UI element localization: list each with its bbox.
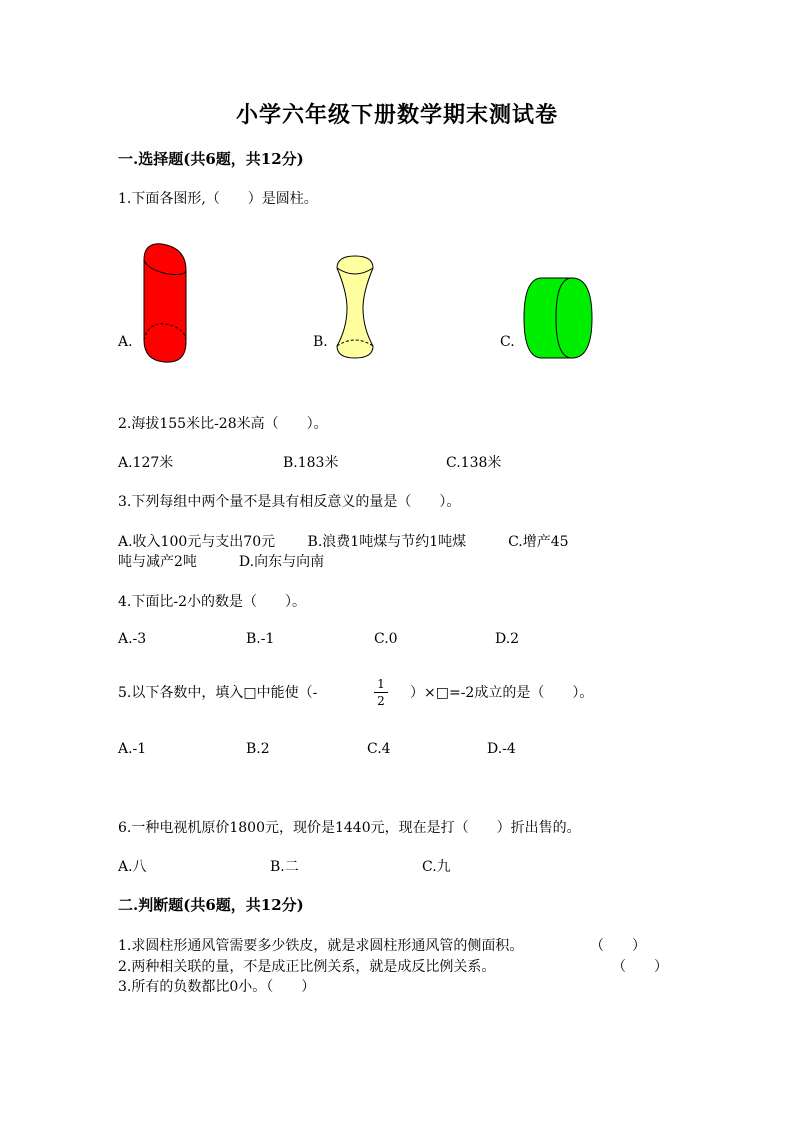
q6-option-b: B.二	[270, 859, 299, 875]
section-heading-judgement: 二.判断题(共6题，共12分)	[118, 896, 304, 914]
q3-options-line-2: 吨与减产2吨 D.向东与向南	[118, 554, 325, 570]
q1-option-a-label: A.	[118, 334, 133, 350]
question-6: 6.一种电视机原价1800元，现价是1440元，现在是打（ ）折出售的。	[118, 820, 581, 836]
q4-option-b: B.-1	[246, 631, 275, 647]
q4-option-c: C.0	[374, 631, 398, 647]
green-short-cylinder-figure	[520, 274, 598, 364]
q6-option-a: A.八	[118, 859, 147, 875]
section-heading-choice: 一.选择题(共6题，共12分)	[118, 150, 304, 168]
q5-option-d: D.-4	[487, 741, 516, 757]
judgement-item-2: 2.两种相关联的量，不是成正比例关系，就是成反比例关系。	[118, 959, 496, 975]
q4-option-a: A.-3	[118, 631, 147, 647]
question-4: 4.下面比-2小的数是（ ）。	[118, 594, 306, 610]
fraction-denominator: 2	[377, 694, 385, 708]
fraction-numerator: 1	[377, 677, 385, 691]
q2-option-a: A.127米	[118, 455, 174, 471]
q2-option-c: C.138米	[446, 455, 502, 471]
q5-option-b: B.2	[246, 741, 270, 757]
question-5-part-2: ）×□=-2成立的是（ ）。	[410, 685, 594, 701]
question-2: 2.海拔155米比-28米高（ ）。	[118, 416, 328, 432]
q6-option-c: C.九	[422, 859, 451, 875]
red-tilted-cylinder-figure	[140, 240, 192, 368]
judgement-item-2-paren: （ ）	[612, 959, 668, 975]
page-title: 小学六年级下册数学期末测试卷	[235, 102, 558, 128]
yellow-hourglass-figure	[333, 252, 379, 364]
q1-option-c-label: C.	[500, 334, 515, 350]
q5-option-a: A.-1	[118, 741, 147, 757]
judgement-item-1: 1.求圆柱形通风管需要多少铁皮，就是求圆柱形通风管的侧面积。	[118, 938, 524, 954]
judgement-item-3: 3.所有的负数都比0小。（ ）	[118, 979, 316, 995]
q1-option-b-label: B.	[313, 334, 328, 350]
question-1: 1.下面各图形,（ ）是圆柱。	[118, 191, 318, 207]
fraction-one-half	[374, 677, 388, 708]
question-5-part-1: 5.以下各数中，填入□中能使（-	[118, 685, 318, 701]
q3-options-line-1: A.收入100元与支出70元 B.浪费1吨煤与节约1吨煤 C.增产45	[118, 534, 569, 550]
q2-option-b: B.183米	[283, 455, 339, 471]
judgement-item-1-paren: （ ）	[590, 938, 646, 954]
q4-option-d: D.2	[495, 631, 520, 647]
question-3: 3.下列每组中两个量不是具有相反意义的量是（ ）。	[118, 494, 461, 510]
q5-option-c: C.4	[367, 741, 391, 757]
